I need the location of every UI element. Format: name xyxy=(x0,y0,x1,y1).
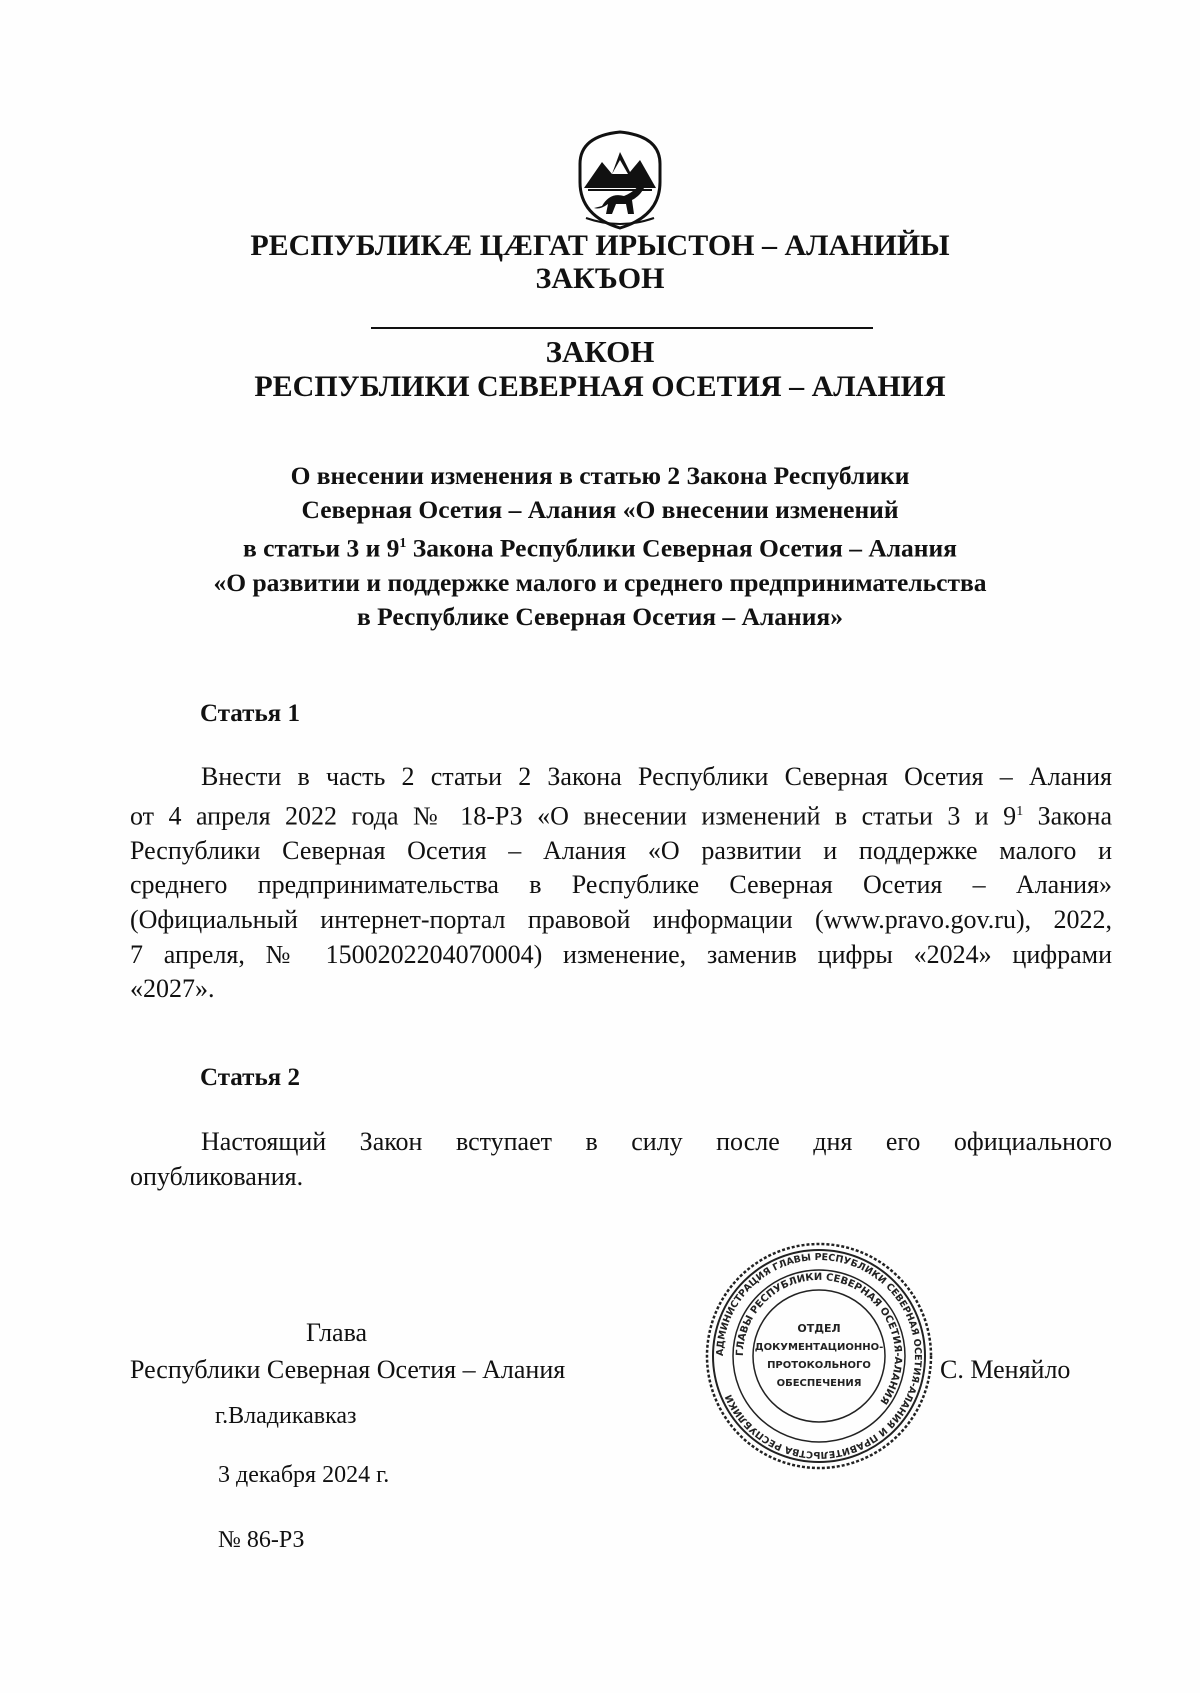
paragraph-line: 7 апреля, № 1500202204070004) изменение, заменив цифры «2024» цифрами xyxy=(130,939,1112,969)
coat-of-arms-icon xyxy=(572,130,668,230)
article-1-body xyxy=(130,760,1112,1007)
seal-outer-ring-text: АДМИНИСТРАЦИЯ ГЛАВЫ РЕСПУБЛИКИ СЕВЕРНАЯ ОСЕТИЯ-АЛАНИЯ И ПРАВИТЕЛЬСТВА РЕСПУБЛИКИ xyxy=(714,1251,924,1461)
paragraph-line-part: от 4 апреля 2022 года № 18-РЗ «О внесении изменений в статьи 3 и 9 xyxy=(130,801,1017,831)
signatory-name: С. Меняйло xyxy=(940,1355,1071,1384)
seal-center-text: ОБЕСПЕЧЕНИЯ xyxy=(776,1378,862,1389)
law-title xyxy=(160,459,1040,634)
title-line-part: Закона Республики Северная Осетия – Алания xyxy=(406,533,957,563)
title-line: Северная Осетия – Алания «О внесении изменений xyxy=(301,495,899,524)
article-2-heading: Статья 2 xyxy=(200,1064,300,1091)
law-number: № 86-РЗ xyxy=(218,1527,305,1553)
russian-law-label: ЗАКОН xyxy=(545,334,655,369)
ossetian-law-label: ЗАКЪОН xyxy=(535,262,665,295)
signing-city: г.Владикавказ xyxy=(215,1403,357,1429)
ossetian-heading: РЕСПУБЛИКӔ ЦӔГАТ ИРЫСТОН – АЛАНИЙЫ xyxy=(250,229,950,262)
seal-inner-ring-text: ГЛАВЫ РЕСПУБЛИКИ СЕВЕРНАЯ ОСЕТИЯ-АЛАНИЯ xyxy=(734,1271,904,1407)
title-line: О внесении изменения в статью 2 Закона Республики xyxy=(290,461,910,490)
superscript: 1 xyxy=(1016,803,1024,819)
article-1-heading: Статья 1 xyxy=(200,700,300,727)
paragraph-line: Настоящий Закон вступает в силу после дня его официального xyxy=(201,1127,1112,1156)
title-line: «О развитии и поддержке малого и среднего предпринимательства xyxy=(213,567,987,597)
superscript: 1 xyxy=(399,536,407,551)
paragraph-line xyxy=(130,795,1112,834)
official-seal-stamp xyxy=(703,1240,935,1472)
title-line xyxy=(160,527,1040,566)
heading-divider xyxy=(371,327,873,329)
paragraph-line: Республики Северная Осетия – Алания «О развитии и поддержке малого и xyxy=(130,835,1112,865)
signatory-organization: Республики Северная Осетия – Алания xyxy=(130,1355,566,1384)
paragraph-line: среднего предпринимательства в Республике Северная Осетия – Алания» xyxy=(130,870,1112,900)
paragraph-line: (Официальный интернет-портал правовой информации (www.pravo.gov.ru), 2022, xyxy=(130,905,1112,935)
article-2-body xyxy=(130,1125,1112,1194)
signing-date: 3 декабря 2024 г. xyxy=(218,1462,390,1488)
signatory-title: Глава xyxy=(306,1318,368,1347)
seal-center-text: ОТДЕЛ xyxy=(797,1322,841,1335)
paragraph-line: Внести в часть 2 статьи 2 Закона Республики Северная Осетия – Алания xyxy=(201,762,1112,791)
russian-heading: РЕСПУБЛИКИ СЕВЕРНАЯ ОСЕТИЯ – АЛАНИЯ xyxy=(254,370,946,403)
seal-center-text: ДОКУМЕНТАЦИОННО- xyxy=(754,1342,884,1353)
paragraph-line-part: Закона xyxy=(1023,801,1112,831)
title-line: в Республике Северная Осетия – Алания» xyxy=(357,601,843,631)
title-line-part: в статьи 3 и 9 xyxy=(243,533,400,563)
seal-center-text: ПРОТОКОЛЬНОГО xyxy=(767,1360,871,1371)
paragraph-line: опубликования. xyxy=(130,1161,304,1191)
paragraph-line: «2027». xyxy=(130,974,215,1004)
